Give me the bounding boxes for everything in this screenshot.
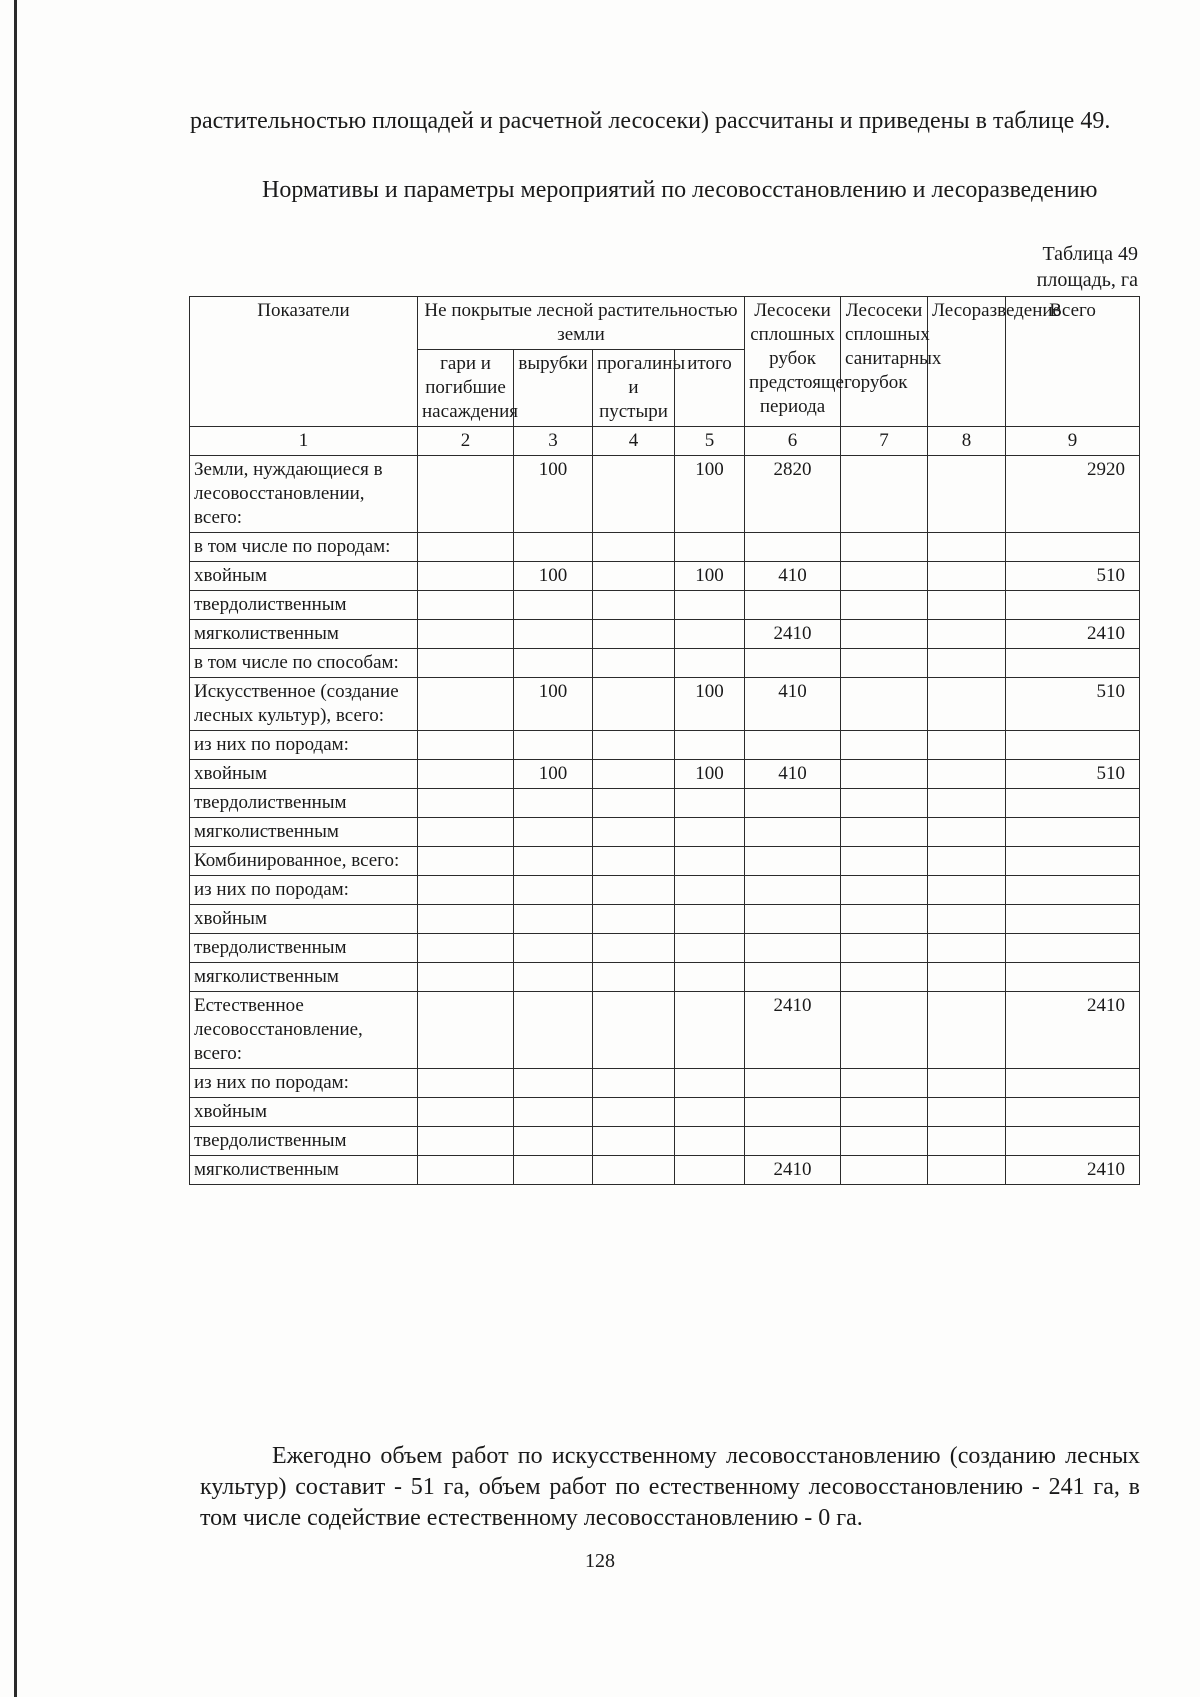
cell-c3 — [514, 876, 593, 905]
cell-c7 — [841, 456, 928, 533]
cell-c9 — [1006, 847, 1140, 876]
row-label: хвойным — [190, 1098, 418, 1127]
row-label: Искусственное (создание лесных культур), всего: — [190, 678, 418, 731]
cell-c3 — [514, 731, 593, 760]
table-row — [190, 562, 1140, 591]
cell-c7 — [841, 533, 928, 562]
cell-c3: 100 — [514, 678, 593, 731]
summary-paragraph: Ежегодно объем работ по искусственному лесовосстановлению (созданию лесных культур) составит - 51 га, объем работ по естественному лесовосстановлению - 241 га, в том числе содействие естественному лесовосстановлению - 0 га. — [200, 1443, 1140, 1531]
cell-c4 — [593, 847, 675, 876]
cell-c4 — [593, 760, 675, 789]
cell-c2 — [418, 760, 514, 789]
cell-c2 — [418, 678, 514, 731]
table-row — [190, 1069, 1140, 1098]
cell-c8 — [928, 591, 1006, 620]
column-number: 6 — [745, 427, 841, 456]
cell-c6 — [745, 649, 841, 678]
row-label: твердолиственным — [190, 789, 418, 818]
cell-c7 — [841, 731, 928, 760]
cell-c3: 100 — [514, 562, 593, 591]
table-row — [190, 818, 1140, 847]
table-row — [190, 992, 1140, 1069]
cell-c7 — [841, 562, 928, 591]
cell-c8 — [928, 731, 1006, 760]
column-number: 9 — [1006, 427, 1140, 456]
cell-c5: 100 — [675, 562, 745, 591]
cell-c4 — [593, 789, 675, 818]
cell-c4 — [593, 992, 675, 1069]
table-row — [190, 678, 1140, 731]
row-label: хвойным — [190, 760, 418, 789]
cell-c3 — [514, 1098, 593, 1127]
column-number: 5 — [675, 427, 745, 456]
cell-c2 — [418, 649, 514, 678]
cell-c3 — [514, 1156, 593, 1185]
cell-c5 — [675, 1127, 745, 1156]
header-indicators: Показатели — [190, 297, 418, 427]
cell-c4 — [593, 533, 675, 562]
cell-c9 — [1006, 591, 1140, 620]
table-row — [190, 620, 1140, 649]
cell-c7 — [841, 760, 928, 789]
cell-c5 — [675, 649, 745, 678]
table-row — [190, 591, 1140, 620]
cell-c9 — [1006, 1127, 1140, 1156]
cell-c2 — [418, 992, 514, 1069]
cell-c3 — [514, 992, 593, 1069]
cell-c2 — [418, 1069, 514, 1098]
table-row — [190, 533, 1140, 562]
table-row — [190, 847, 1140, 876]
cell-c5 — [675, 847, 745, 876]
cell-c3 — [514, 591, 593, 620]
cell-c8 — [928, 456, 1006, 533]
table-row — [190, 649, 1140, 678]
cell-c2 — [418, 620, 514, 649]
header-gaps: прогалины и пустыри — [593, 350, 675, 427]
cell-c3 — [514, 847, 593, 876]
cell-c6 — [745, 934, 841, 963]
cell-c2 — [418, 1156, 514, 1185]
cell-c6 — [745, 731, 841, 760]
cell-c2 — [418, 562, 514, 591]
row-label: из них по породам: — [190, 1069, 418, 1098]
cell-c8 — [928, 1127, 1006, 1156]
cell-c5 — [675, 905, 745, 934]
cell-c9 — [1006, 905, 1140, 934]
cell-c8 — [928, 533, 1006, 562]
cell-c2 — [418, 963, 514, 992]
table-caption: Таблица 49 — [1042, 243, 1138, 265]
cell-c5: 100 — [675, 456, 745, 533]
cell-c7 — [841, 818, 928, 847]
table-row — [190, 1156, 1140, 1185]
row-label: твердолиственным — [190, 591, 418, 620]
page-number: 128 — [585, 1550, 615, 1572]
table-row — [190, 456, 1140, 533]
header-clear-cuts: Лесосеки сплошных рубок предстоящего периода — [745, 297, 841, 427]
cell-c3 — [514, 649, 593, 678]
cell-c6: 410 — [745, 760, 841, 789]
table-row — [190, 963, 1140, 992]
cell-c6: 2410 — [745, 1156, 841, 1185]
cell-c2 — [418, 847, 514, 876]
cell-c4 — [593, 905, 675, 934]
cell-c9: 2920 — [1006, 456, 1140, 533]
header-not-covered: Не покрытые лесной растительностью земли — [418, 297, 745, 350]
cell-c9 — [1006, 963, 1140, 992]
header-cuttings: вырубки — [514, 350, 593, 427]
cell-c3 — [514, 934, 593, 963]
cell-c6 — [745, 789, 841, 818]
cell-c3: 100 — [514, 456, 593, 533]
cell-c3 — [514, 905, 593, 934]
cell-c7 — [841, 992, 928, 1069]
cell-c5 — [675, 818, 745, 847]
table-body — [190, 456, 1140, 1185]
row-label: мягколиственным — [190, 620, 418, 649]
cell-c4 — [593, 678, 675, 731]
cell-c9 — [1006, 731, 1140, 760]
cell-c4 — [593, 456, 675, 533]
scan-edge-line — [14, 0, 17, 1697]
row-label: твердолиственным — [190, 934, 418, 963]
cell-c5 — [675, 1156, 745, 1185]
cell-c3 — [514, 1069, 593, 1098]
cell-c7 — [841, 620, 928, 649]
header-total: Всего — [1006, 297, 1140, 427]
column-number: 1 — [190, 427, 418, 456]
cell-c3 — [514, 818, 593, 847]
row-label: мягколиственным — [190, 963, 418, 992]
cell-c6: 2820 — [745, 456, 841, 533]
cell-c5 — [675, 591, 745, 620]
cell-c2 — [418, 905, 514, 934]
cell-c5 — [675, 731, 745, 760]
row-label: Земли, нуждающиеся в лесовосстановлении, всего: — [190, 456, 418, 533]
cell-c8 — [928, 620, 1006, 649]
cell-c2 — [418, 789, 514, 818]
cell-c7 — [841, 963, 928, 992]
row-label: в том числе по способам: — [190, 649, 418, 678]
section-heading: Нормативы и параметры мероприятий по лесовосстановлению и лесоразведению — [262, 177, 1098, 203]
cell-c6: 2410 — [745, 620, 841, 649]
cell-c7 — [841, 649, 928, 678]
cell-c3: 100 — [514, 760, 593, 789]
cell-c8 — [928, 934, 1006, 963]
row-label: мягколиственным — [190, 818, 418, 847]
row-label: твердолиственным — [190, 1127, 418, 1156]
row-label: из них по породам: — [190, 876, 418, 905]
cell-c4 — [593, 876, 675, 905]
cell-c6: 410 — [745, 678, 841, 731]
cell-c6 — [745, 591, 841, 620]
cell-c6 — [745, 1098, 841, 1127]
cell-c6 — [745, 533, 841, 562]
cell-c8 — [928, 1069, 1006, 1098]
cell-c9: 510 — [1006, 562, 1140, 591]
cell-c4 — [593, 649, 675, 678]
cell-c5: 100 — [675, 760, 745, 789]
cell-c4 — [593, 934, 675, 963]
cell-c2 — [418, 934, 514, 963]
cell-c9 — [1006, 934, 1140, 963]
cell-c3 — [514, 1127, 593, 1156]
cell-c8 — [928, 847, 1006, 876]
cell-c8 — [928, 992, 1006, 1069]
column-number: 8 — [928, 427, 1006, 456]
table-row — [190, 1127, 1140, 1156]
cell-c7 — [841, 678, 928, 731]
table-unit: площадь, га — [1036, 269, 1138, 291]
row-label: хвойным — [190, 562, 418, 591]
cell-c2 — [418, 1098, 514, 1127]
table-row — [190, 760, 1140, 789]
table-row — [190, 731, 1140, 760]
reforestation-table — [189, 296, 1140, 1185]
cell-c6 — [745, 876, 841, 905]
row-label: хвойным — [190, 905, 418, 934]
cell-c5 — [675, 789, 745, 818]
cell-c2 — [418, 533, 514, 562]
cell-c8 — [928, 649, 1006, 678]
cell-c7 — [841, 1156, 928, 1185]
cell-c5 — [675, 934, 745, 963]
cell-c8 — [928, 789, 1006, 818]
row-label: из них по породам: — [190, 731, 418, 760]
cell-c7 — [841, 876, 928, 905]
cell-c8 — [928, 876, 1006, 905]
cell-c9 — [1006, 1069, 1140, 1098]
cell-c8 — [928, 562, 1006, 591]
cell-c9 — [1006, 533, 1140, 562]
cell-c9: 510 — [1006, 760, 1140, 789]
cell-c4 — [593, 963, 675, 992]
cell-c2 — [418, 818, 514, 847]
cell-c9: 2410 — [1006, 1156, 1140, 1185]
row-label: Естественное лесовосстановление, всего: — [190, 992, 418, 1069]
column-number: 3 — [514, 427, 593, 456]
header-burnt: гари и погибшие насаждения — [418, 350, 514, 427]
cell-c7 — [841, 934, 928, 963]
header-subtotal: итого — [675, 350, 745, 427]
cell-c6 — [745, 905, 841, 934]
cell-c9: 510 — [1006, 678, 1140, 731]
cell-c4 — [593, 818, 675, 847]
cell-c8 — [928, 1098, 1006, 1127]
cell-c9 — [1006, 876, 1140, 905]
cell-c9: 2410 — [1006, 992, 1140, 1069]
cell-c2 — [418, 591, 514, 620]
cell-c9 — [1006, 789, 1140, 818]
cell-c9 — [1006, 1098, 1140, 1127]
cell-c7 — [841, 1069, 928, 1098]
cell-c4 — [593, 620, 675, 649]
column-number: 4 — [593, 427, 675, 456]
cell-c4 — [593, 1127, 675, 1156]
cell-c3 — [514, 620, 593, 649]
cell-c7 — [841, 847, 928, 876]
table-row — [190, 905, 1140, 934]
cell-c6 — [745, 1127, 841, 1156]
row-label: Комбинированное, всего: — [190, 847, 418, 876]
row-label: мягколиственным — [190, 1156, 418, 1185]
cell-c2 — [418, 1127, 514, 1156]
row-label: в том числе по породам: — [190, 533, 418, 562]
header-afforestation: Лесоразведение — [928, 297, 1006, 427]
cell-c5 — [675, 620, 745, 649]
cell-c7 — [841, 1098, 928, 1127]
cell-c6 — [745, 1069, 841, 1098]
cell-c6: 410 — [745, 562, 841, 591]
cell-c6 — [745, 963, 841, 992]
cell-c4 — [593, 1156, 675, 1185]
intro-paragraph: растительностью площадей и расчетной лесосеки) рассчитаны и приведены в таблице 49. — [190, 108, 1111, 134]
cell-c5: 100 — [675, 678, 745, 731]
cell-c8 — [928, 678, 1006, 731]
cell-c5 — [675, 1098, 745, 1127]
cell-c9 — [1006, 818, 1140, 847]
cell-c8 — [928, 905, 1006, 934]
cell-c8 — [928, 1156, 1006, 1185]
cell-c5 — [675, 992, 745, 1069]
cell-c4 — [593, 731, 675, 760]
cell-c5 — [675, 876, 745, 905]
cell-c3 — [514, 963, 593, 992]
cell-c2 — [418, 876, 514, 905]
cell-c8 — [928, 818, 1006, 847]
table-row — [190, 934, 1140, 963]
cell-c4 — [593, 591, 675, 620]
cell-c6 — [745, 847, 841, 876]
cell-c3 — [514, 789, 593, 818]
cell-c5 — [675, 963, 745, 992]
cell-c6: 2410 — [745, 992, 841, 1069]
column-number: 2 — [418, 427, 514, 456]
cell-c4 — [593, 1098, 675, 1127]
cell-c3 — [514, 533, 593, 562]
cell-c5 — [675, 1069, 745, 1098]
column-number: 7 — [841, 427, 928, 456]
cell-c7 — [841, 789, 928, 818]
table-row — [190, 789, 1140, 818]
table-row — [190, 876, 1140, 905]
cell-c6 — [745, 818, 841, 847]
cell-c5 — [675, 533, 745, 562]
cell-c8 — [928, 760, 1006, 789]
cell-c7 — [841, 591, 928, 620]
cell-c9: 2410 — [1006, 620, 1140, 649]
cell-c2 — [418, 456, 514, 533]
cell-c4 — [593, 1069, 675, 1098]
header-sanitary-cuts: Лесосеки сплошных санитарных рубок — [841, 297, 928, 427]
cell-c8 — [928, 963, 1006, 992]
cell-c7 — [841, 1127, 928, 1156]
table-row — [190, 1098, 1140, 1127]
cell-c2 — [418, 731, 514, 760]
cell-c9 — [1006, 649, 1140, 678]
cell-c7 — [841, 905, 928, 934]
cell-c4 — [593, 562, 675, 591]
